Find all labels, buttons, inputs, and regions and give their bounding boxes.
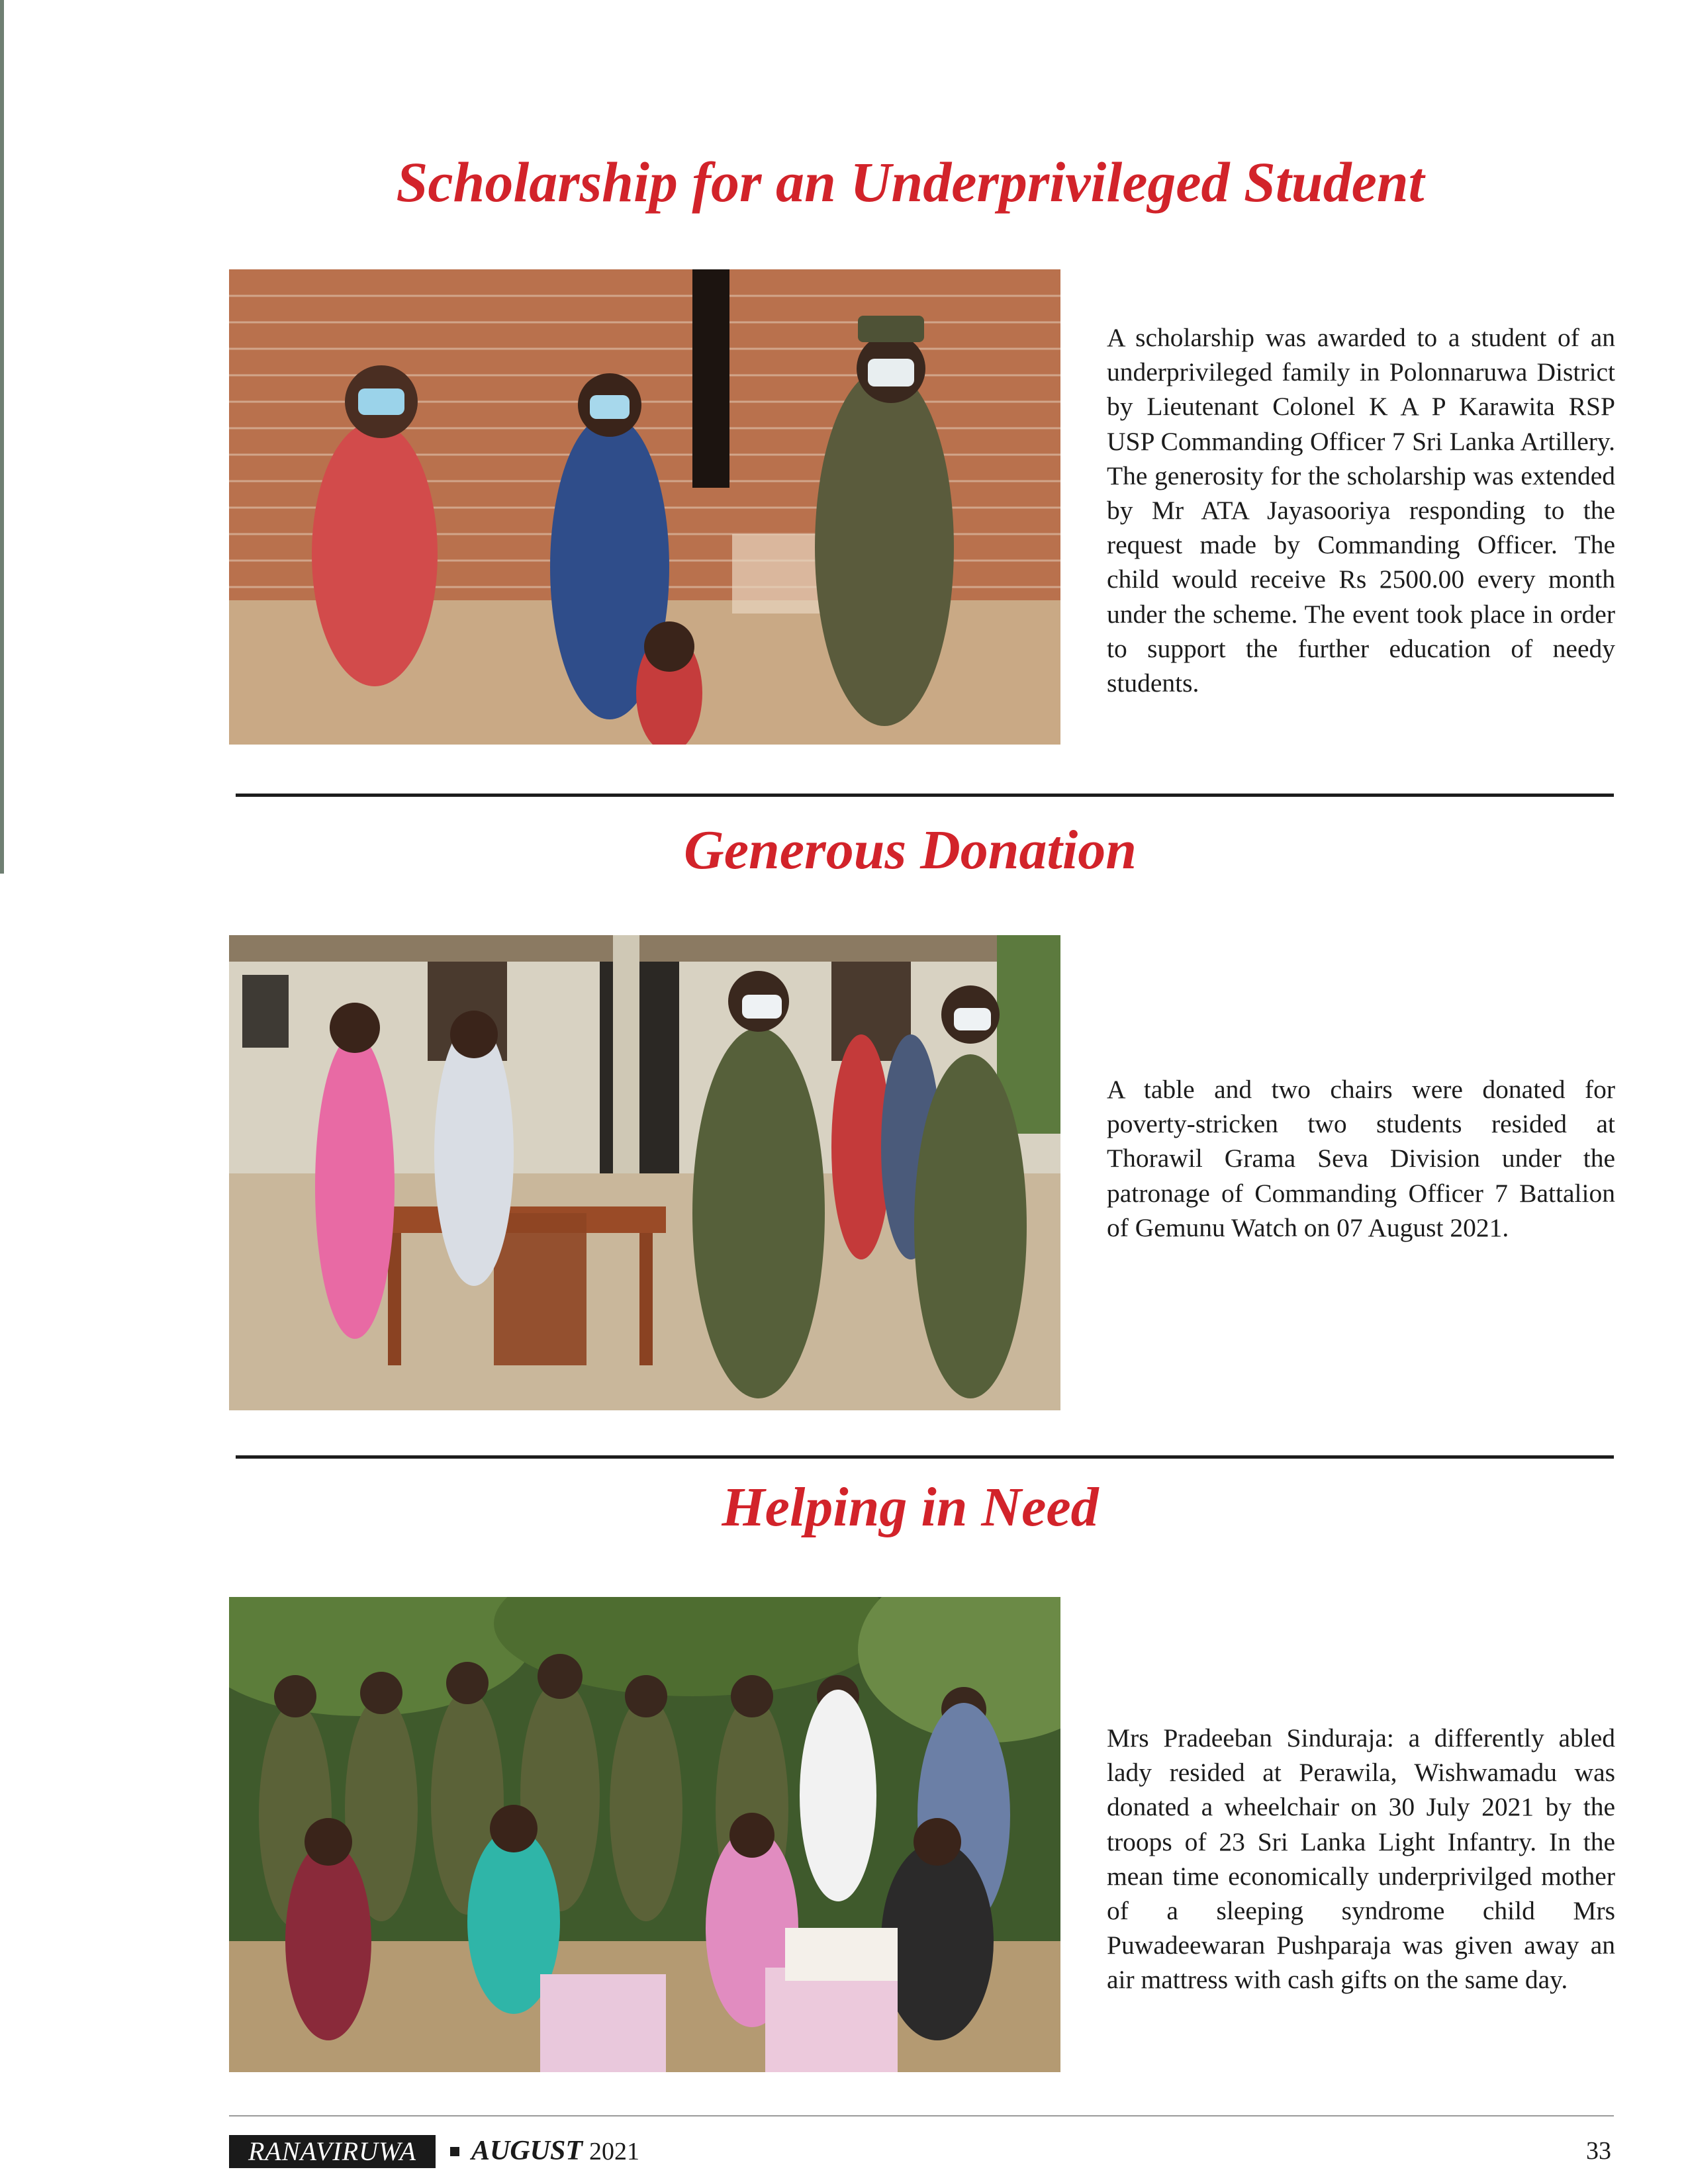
donation-photo <box>229 935 1060 1410</box>
section-divider <box>236 794 1614 797</box>
section-title-donation: Generous Donation <box>684 819 1137 881</box>
page-number: 33 <box>1586 2137 1611 2165</box>
donation-article-text: A table and two chairs were donated for poverty-stricken two students resided at Thorawil Grama Seva Division under the patronage of Commanding Officer 7 Battalion of Gemunu Watch on 07 August 2021. <box>1107 1075 1615 1242</box>
footer-bullet-icon <box>450 2147 459 2156</box>
footer-rule <box>229 2115 1614 2116</box>
issue-date <box>471 2134 639 2169</box>
issue-month: AUGUST <box>471 2136 583 2166</box>
section-title-scholarship: Scholarship for an Underprivileged Student <box>396 150 1425 214</box>
section-divider <box>236 1455 1614 1459</box>
scholarship-article-text: A scholarship was awarded to a student of an underprivileged family in Polonnaruwa District by Lieutenant Colonel K A P Karawita RSP USP Commanding Officer 7 Sri Lanka Artillery. The generosity for the scholarship was extended by Mr ATA Jayasooriya responding to the request made by Commanding Officer. The child would receive Rs 2500.00 every month under the scheme. The event took place in order to support the further education of needy students. <box>1107 323 1615 698</box>
page-edge-bar <box>0 0 4 874</box>
scholarship-photo <box>229 269 1060 745</box>
helping-article-text: Mrs Pradeeban Sinduraja: a differently abled lady resided at Perawila, Wishwamadu was donated a wheelchair on 30 July 2021 by the troops of 23 Sri Lanka Light Infantry. In the mean time economically underprivilged mother of a sleeping syndrome child Mrs Puwadeewaran Pushparaja was given away an air mattress with cash gifts on the same day. <box>1107 1723 1615 1995</box>
publication-name: RANAVIRUWA <box>229 2135 436 2168</box>
helping-photo <box>229 1597 1060 2072</box>
issue-year: 2021 <box>589 2138 640 2165</box>
section-title-helping: Helping in Need <box>722 1477 1099 1538</box>
